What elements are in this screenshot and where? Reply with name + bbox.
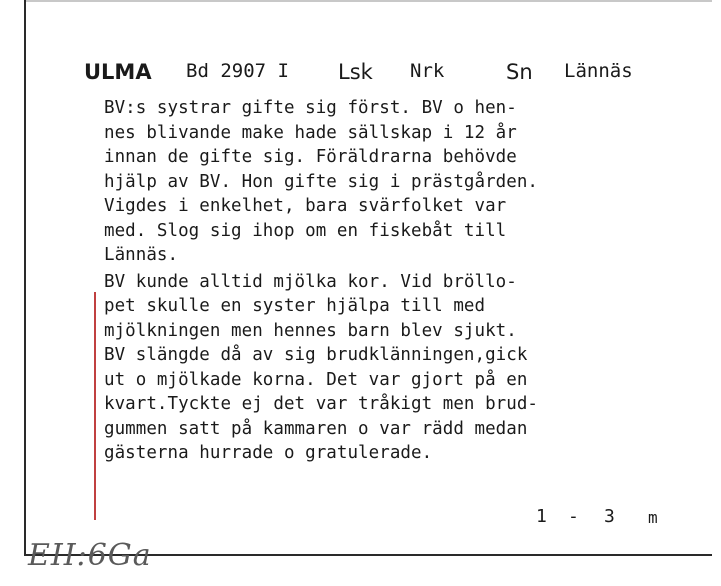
text-line: BV slängde då av sig brudklänningen,gick [104, 345, 528, 365]
district-code: Nrk [410, 60, 445, 82]
parish-name: Lännäs [564, 60, 633, 82]
region-code: Lsk [338, 60, 373, 84]
text-line: kvart.Tyckte ej det var tråkigt men brud- [104, 394, 539, 414]
page-from: 1 [536, 506, 547, 527]
page-to: 3 [604, 506, 615, 527]
text-line: gästerna hurrade o gratulerade. [104, 443, 433, 463]
page-dash: - [568, 506, 579, 527]
text-line: hjälp av BV. Hon gifte sig i prästgården. [104, 171, 539, 192]
text-line: Vigdes i enkelhet, bara svärfolket var [104, 196, 507, 216]
paragraph-1 [104, 96, 704, 268]
volume-number: Bd 2907 I [186, 60, 289, 82]
catalog-mark: EII:6Ga [28, 538, 152, 573]
text-line: BV kunde alltid mjölka kor. Vid bröllo- [104, 271, 517, 292]
parish-label: Sn [506, 60, 533, 84]
text-line: ut o mjölkade korna. Det var gjort på en [104, 369, 528, 390]
text-line: innan de gifte sig. Föräldrarna behövde [104, 147, 517, 167]
text-line: gummen satt på kammaren o var rädd medan [104, 418, 528, 439]
text-line: med. Slog sig ihop om en fiskebåt till [104, 220, 507, 241]
text-line: mjölkningen men hennes barn blev sjukt. [104, 320, 517, 341]
text-line: BV:s systrar gifte sig först. BV o hen- [104, 98, 517, 118]
paragraph-2 [104, 270, 704, 466]
margin-mark [94, 292, 96, 520]
page-unit: m [648, 508, 658, 527]
text-line: pet skulle en syster hjälpa till med [104, 296, 486, 316]
record-text [104, 96, 704, 466]
text-line: nes blivande make hade sällskap i 12 år [104, 122, 517, 143]
place-code: ULMA [84, 60, 152, 84]
card-header [0, 56, 721, 86]
text-line: Lännäs. [104, 245, 179, 265]
